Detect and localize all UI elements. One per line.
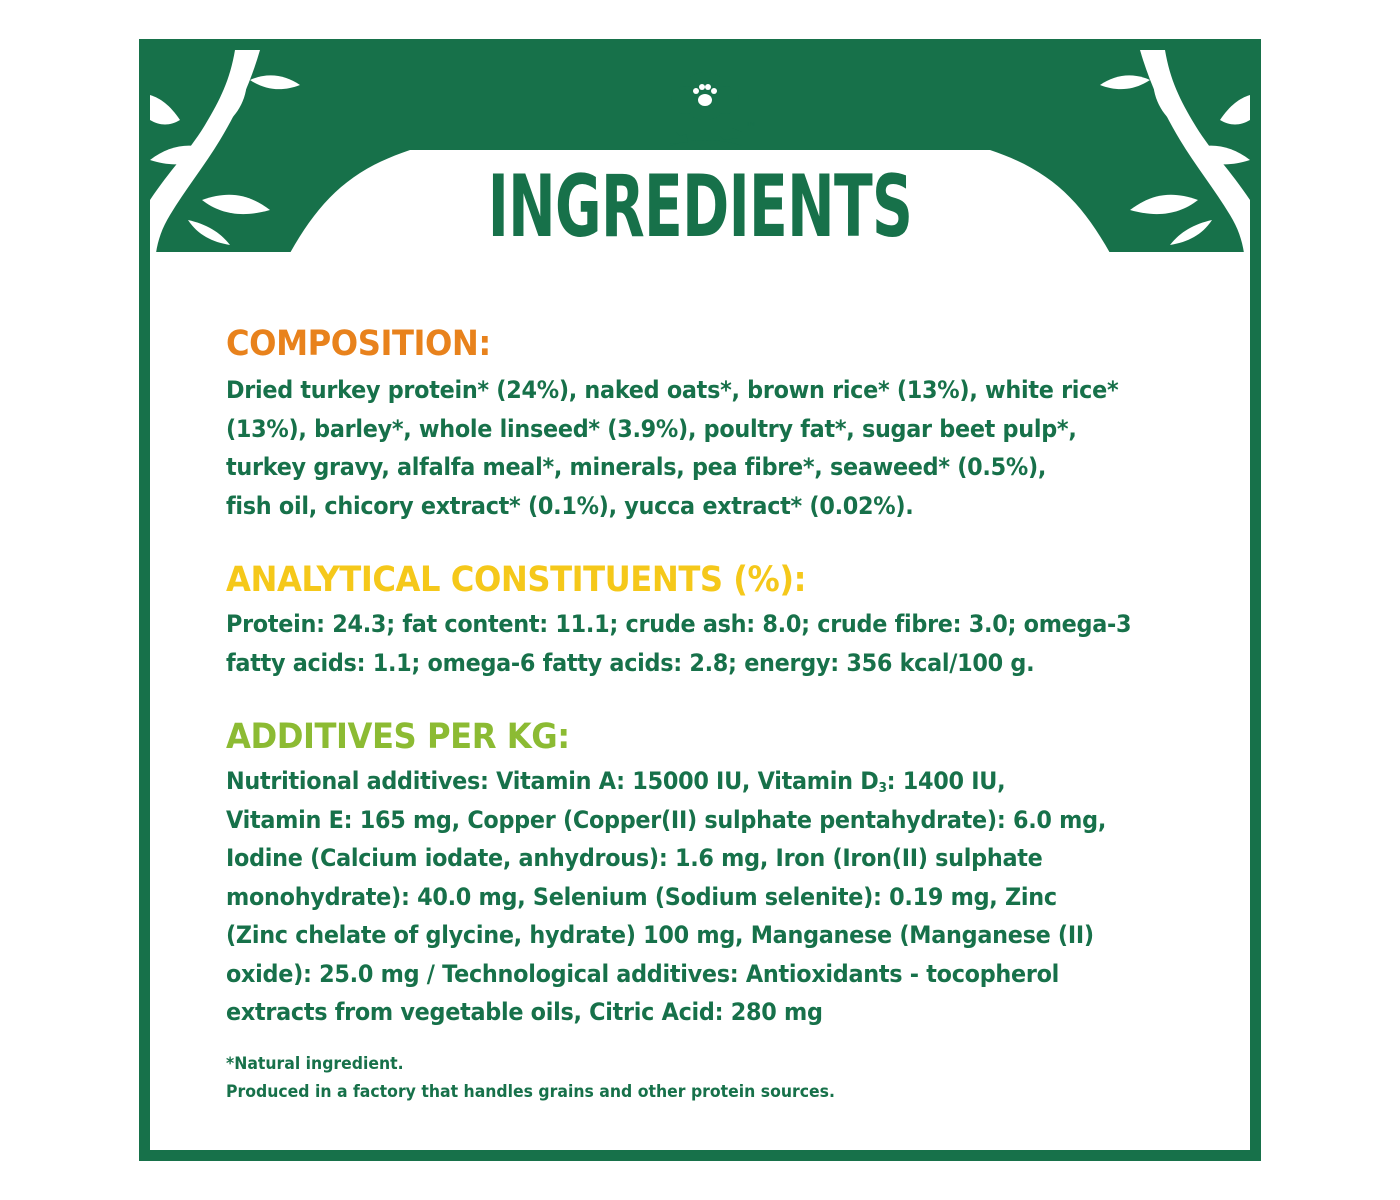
additives-section [226,715,1172,1032]
additives-line: Vitamin E: 165 mg, Copper (Copper(II) sulphate pentahydrate): 6.0 mg, [226,805,1107,834]
additives-line-part: : 1400 IU, [886,767,1006,795]
composition-text [226,371,1186,525]
composition-line: fish oil, chicory extract* (0.1%), yucca extract* (0.02%). [226,491,914,520]
trademark-mark: TM [746,121,755,128]
composition-section [226,322,1186,525]
composition-line: Dried turkey protein* (24%), naked oats*, brown rice* (13%), white rice* [226,376,1119,404]
tree-paw-logo-icon [650,68,760,160]
composition-line: turkey gravy, alfalfa meal*, minerals, pea fibre*, seaweed* (0.5%), [226,453,1047,481]
factory-note: Produced in a factory that handles grains and other protein sources. [226,1082,835,1101]
additives-line-part: Nutritional additives: Vitamin A: 15000 IU, Vitamin D [226,767,879,795]
vitamin-d-subscript: 3 [878,781,887,796]
composition-line: (13%), barley*, whole linseed* (3.9%), poultry fat*, sugar beet pulp*, [226,414,1077,443]
ingredients-panel [139,39,1261,1161]
additives-text [226,762,1172,1032]
analytical-text [226,605,1199,682]
page-title: INGREDIENTS [487,157,913,257]
footnotes [226,1050,1226,1106]
additives-line: oxide): 25.0 mg / Technological additives: Antioxidants - tocopherol [226,959,1060,988]
additives-heading: ADDITIVES PER KG: [226,717,570,757]
composition-heading: COMPOSITION: [226,324,491,364]
additives-line: extracts from vegetable oils, Citric Acid: 280 mg [226,998,823,1026]
natural-ingredient-note: *Natural ingredient. [226,1054,404,1073]
analytical-constituents-section [226,558,1199,682]
additives-line: (Zinc chelate of glycine, hydrate) 100 mg, Manganese (Manganese (II) [226,921,1094,949]
additives-line [226,762,1106,801]
analytical-heading: ANALYTICAL CONSTITUENTS (%): [226,560,807,600]
additives-line: monohydrate): 40.0 mg, Selenium (Sodium selenite): 0.19 mg, Zinc [226,882,1057,911]
additives-line: Iodine (Calcium iodate, anhydrous): 1.6 mg, Iron (Iron(II) sulphate [226,844,1043,872]
analytical-line: fatty acids: 1.1; omega-6 fatty acids: 2.8; energy: 356 kcal/100 g. [226,648,1035,677]
analytical-line: Protein: 24.3; fat content: 11.1; crude ash: 8.0; crude fibre: 3.0; omega-3 [226,610,1132,638]
